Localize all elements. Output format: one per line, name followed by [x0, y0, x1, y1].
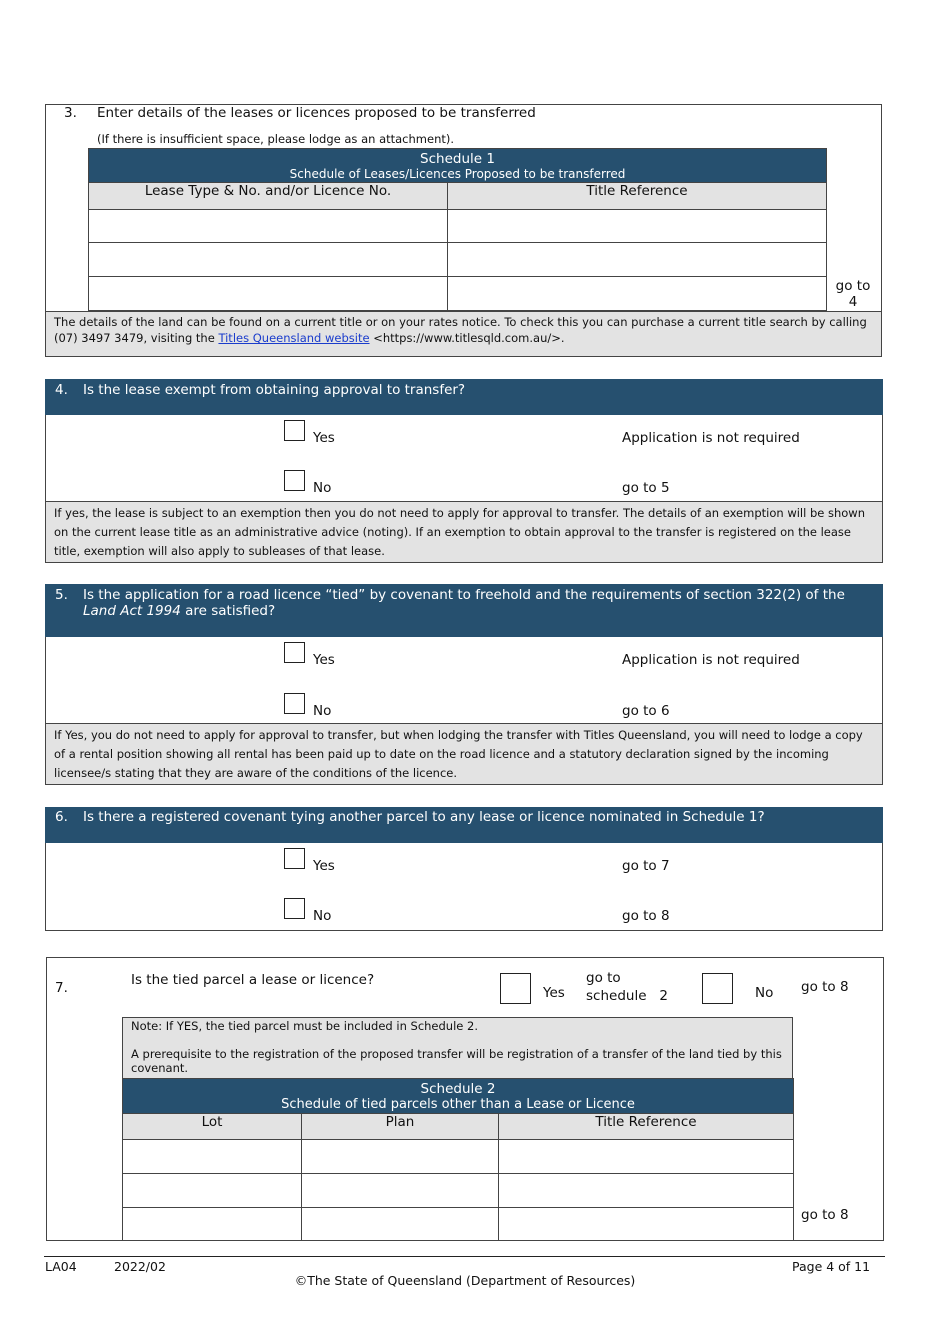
table-row [89, 277, 827, 311]
q5-act-name: Land Act [83, 603, 143, 619]
lot-cell[interactable] [123, 1208, 302, 1241]
lease-type-cell[interactable] [89, 277, 448, 311]
q6-no-label: No [313, 908, 332, 924]
footer-form-code: LA04 [45, 1259, 77, 1274]
table-row [123, 1140, 794, 1174]
q3-goto: go to 4 [835, 278, 871, 310]
q5-prompt-text-2: are satisfied? [180, 603, 276, 619]
q7-prompt: Is the tied parcel a lease or licence? [131, 972, 375, 988]
title-reference-cell[interactable] [448, 277, 827, 311]
title-reference-cell[interactable] [499, 1208, 794, 1241]
table-row [89, 210, 827, 243]
table-row [123, 1174, 794, 1208]
column-header-plan: Plan [302, 1114, 499, 1140]
q7-yes-result-line-2: schedule 2 [586, 988, 668, 1004]
q5-yes-label: Yes [313, 652, 335, 668]
q5-no-checkbox[interactable] [284, 693, 305, 714]
q7-note [122, 1017, 793, 1079]
q7-yes-label: Yes [543, 985, 565, 1001]
q3-note-text-2: <https://www.titlesqld.com.au/>. [369, 331, 565, 345]
q5-header [45, 584, 883, 637]
q5-act-year: 1994 [146, 603, 181, 619]
q6-no-result: go to 8 [622, 908, 670, 924]
lease-type-cell[interactable] [89, 243, 448, 277]
q6-header [45, 807, 883, 843]
title-reference-cell[interactable] [499, 1140, 794, 1174]
schedule-1-caption [89, 149, 827, 183]
q7-number: 7. [55, 980, 68, 996]
lease-type-cell[interactable] [89, 210, 448, 243]
q6-yes-checkbox[interactable] [284, 848, 305, 869]
q5-no-label: No [313, 703, 332, 719]
schedule-2-table [122, 1078, 794, 1241]
q7-no-checkbox[interactable] [702, 973, 733, 1004]
plan-cell[interactable] [302, 1174, 499, 1208]
q6-no-checkbox[interactable] [284, 898, 305, 919]
q4-no-label: No [313, 480, 332, 496]
titles-queensland-link[interactable]: Titles Queensland website [218, 331, 370, 345]
q4-number: 4. [55, 382, 68, 398]
q7-yes-result-line-1: go to [586, 970, 621, 986]
q5-yes-result: Application is not required [622, 652, 800, 668]
table-row [89, 243, 827, 277]
q5-prompt-text-1: Is the application for a road licence “tied” by covenant to freehold and the requirements of section 322(2) of the [83, 587, 845, 603]
schedule-2-title: Schedule 2 [420, 1080, 496, 1097]
title-reference-cell[interactable] [499, 1174, 794, 1208]
q3-title-note [45, 311, 882, 357]
q6-yes-result: go to 7 [622, 858, 670, 874]
footer-version: 2022/02 [114, 1259, 166, 1274]
q5-prompt [83, 587, 863, 619]
q7-no-result: go to 8 [801, 979, 849, 995]
schedule-1-subtitle: Schedule of Leases/Licences Proposed to be transferred [289, 166, 626, 181]
footer-rule [44, 1256, 885, 1257]
q3-number: 3. [64, 105, 77, 121]
q3-prompt: Enter details of the leases or licences proposed to be transferred [97, 105, 536, 121]
q7-note-line-1: Note: If YES, the tied parcel must be included in Schedule 2. [131, 1019, 478, 1033]
q7-yes-checkbox[interactable] [500, 973, 531, 1004]
q5-no-result: go to 6 [622, 703, 670, 719]
title-reference-cell[interactable] [448, 210, 827, 243]
plan-cell[interactable] [302, 1140, 499, 1174]
q5-note: If Yes, you do not need to apply for approval to transfer, but when lodging the transfer with Titles Queensland, you will need to lodge a copy of a rental position showing all rental has been paid up to date on the road licence and a statutory declaration signed by the incoming licensee/s stating that they are aware of the conditions of the licence. [45, 723, 883, 785]
column-header-title-reference: Title Reference [448, 183, 827, 210]
lot-cell[interactable] [123, 1140, 302, 1174]
q5-number: 5. [55, 587, 68, 603]
footer-page-number: Page 4 of 11 [792, 1259, 871, 1274]
q6-prompt: Is there a registered covenant tying another parcel to any lease or licence nominated in Schedule 1? [83, 809, 765, 825]
column-header-lot: Lot [123, 1114, 302, 1140]
table-row [123, 1208, 794, 1241]
q3-note-text-1: The details of the land can be found on a current title or on your rates notice. To check this you can purchase a current title search by calling (07) 3497 3479, visiting the [54, 315, 867, 345]
column-header-lease-type: Lease Type & No. and/or Licence No. [89, 183, 448, 210]
q6-number: 6. [55, 809, 68, 825]
schedule-2-caption [123, 1079, 794, 1114]
q7-note-line-2: A prerequisite to the registration of the proposed transfer will be registration of a transfer of the land tied by this covenant. [131, 1047, 782, 1075]
plan-cell[interactable] [302, 1208, 499, 1241]
q4-yes-result: Application is not required [622, 430, 800, 446]
q3-sub-note: (If there is insufficient space, please lodge as an attachment). [97, 132, 455, 146]
q6-yes-label: Yes [313, 858, 335, 874]
q4-prompt: Is the lease exempt from obtaining approval to transfer? [83, 382, 466, 398]
q4-no-checkbox[interactable] [284, 470, 305, 491]
q4-note: If yes, the lease is subject to an exemption then you do not need to apply for approval to transfer. The details of an exemption will be shown on the current lease title as an administrative advice (noting). If an exemption to obtain approval to the transfer is registered on the lease title, exemption will also apply to subleases of that lease. [45, 501, 883, 563]
q4-yes-checkbox[interactable] [284, 420, 305, 441]
title-reference-cell[interactable] [448, 243, 827, 277]
q4-no-result: go to 5 [622, 480, 670, 496]
q4-header [45, 379, 883, 415]
q4-yes-label: Yes [313, 430, 335, 446]
schedule-1-title: Schedule 1 [420, 150, 495, 167]
q7-goto: go to 8 [801, 1207, 849, 1223]
column-header-title-reference: Title Reference [499, 1114, 794, 1140]
schedule-2-subtitle: Schedule of tied parcels other than a Lease or Licence [281, 1096, 635, 1112]
q5-yes-checkbox[interactable] [284, 642, 305, 663]
schedule-1-table [88, 148, 827, 311]
lot-cell[interactable] [123, 1174, 302, 1208]
footer-copyright: ©The State of Queensland (Department of Resources) [294, 1273, 636, 1288]
q7-no-label: No [755, 985, 774, 1001]
